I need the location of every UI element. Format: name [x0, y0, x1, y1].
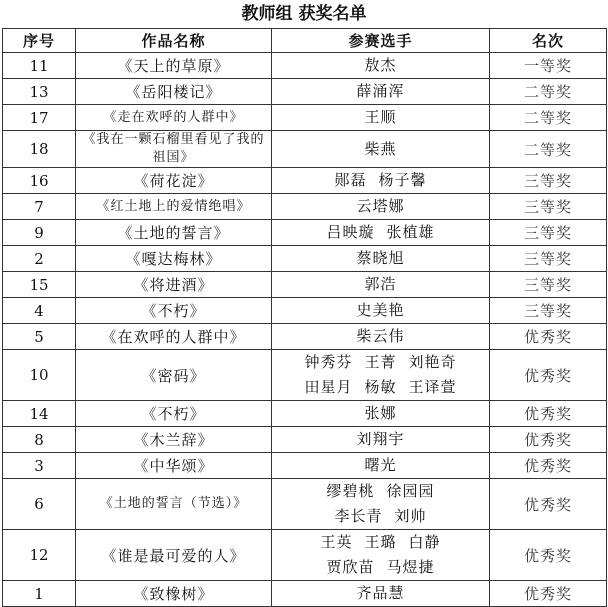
player-line — [274, 479, 487, 504]
cell-rank: 一等奖 — [490, 53, 607, 79]
cell-work: 《将进酒》 — [76, 272, 272, 298]
cell-work: 《在欢呼的人群中》 — [76, 324, 272, 350]
player-name: 齐品慧 — [356, 584, 405, 602]
cell-work: 《中华颂》 — [76, 453, 272, 479]
cell-no: 7 — [3, 194, 76, 220]
player-line — [274, 324, 487, 349]
table-row — [3, 324, 607, 350]
cell-no: 3 — [3, 453, 76, 479]
cell-players — [272, 194, 490, 220]
table-row — [3, 581, 607, 607]
cell-no: 15 — [3, 272, 76, 298]
player-line — [274, 427, 487, 452]
player-name: 王菁 — [364, 353, 397, 371]
header-work: 作品名称 — [76, 29, 272, 53]
cell-players — [272, 324, 490, 350]
player-name: 敖杰 — [364, 56, 397, 74]
cell-no: 11 — [3, 53, 76, 79]
table-row — [3, 131, 607, 168]
cell-players — [272, 220, 490, 246]
player-name: 刘艳奇 — [408, 353, 457, 371]
player-name: 徐园园 — [386, 482, 435, 500]
player-name: 云塔娜 — [356, 197, 405, 215]
cell-players — [272, 272, 490, 298]
player-line — [274, 350, 487, 375]
cell-rank: 优秀奖 — [490, 453, 607, 479]
cell-work: 《天上的草原》 — [76, 53, 272, 79]
player-name: 田星月 — [304, 378, 353, 396]
table-row — [3, 246, 607, 272]
table-row — [3, 479, 607, 530]
cell-no: 9 — [3, 220, 76, 246]
cell-rank: 三等奖 — [490, 168, 607, 194]
table-row — [3, 105, 607, 131]
page-title: 教师组 获奖名单 — [241, 4, 367, 24]
player-name: 缪碧桃 — [326, 482, 375, 500]
cell-players — [272, 298, 490, 324]
player-line — [274, 375, 487, 400]
player-name: 王英 — [320, 533, 353, 551]
cell-players — [272, 79, 490, 105]
cell-work: 《土地的誓言》 — [76, 220, 272, 246]
player-line — [274, 530, 487, 555]
cell-no: 16 — [3, 168, 76, 194]
cell-players — [272, 53, 490, 79]
header-row — [3, 29, 607, 53]
cell-work: 《不朽》 — [76, 401, 272, 427]
cell-work: 《致橡树》 — [76, 581, 272, 607]
player-line — [274, 220, 487, 245]
player-line — [274, 137, 487, 162]
cell-players — [272, 479, 490, 530]
cell-players — [272, 401, 490, 427]
cell-no: 2 — [3, 246, 76, 272]
player-line — [274, 504, 487, 529]
cell-work: 《不朽》 — [76, 298, 272, 324]
cell-players — [272, 131, 490, 168]
cell-rank: 二等奖 — [490, 131, 607, 168]
player-name: 刘帅 — [394, 507, 427, 525]
cell-rank: 优秀奖 — [490, 324, 607, 350]
table-row — [3, 194, 607, 220]
table-row — [3, 530, 607, 581]
player-name: 王璐 — [364, 533, 397, 551]
header-no: 序号 — [3, 29, 76, 53]
cell-players — [272, 168, 490, 194]
cell-no: 4 — [3, 298, 76, 324]
table-row — [3, 220, 607, 246]
player-name: 薛涌浑 — [356, 82, 405, 100]
cell-rank: 三等奖 — [490, 298, 607, 324]
cell-rank: 优秀奖 — [490, 427, 607, 453]
cell-work: 《木兰辞》 — [76, 427, 272, 453]
player-name: 刘翔宇 — [356, 430, 405, 448]
player-line — [274, 79, 487, 104]
player-name: 曙光 — [364, 456, 397, 474]
player-name: 白静 — [408, 533, 441, 551]
cell-no: 13 — [3, 79, 76, 105]
header-rank: 名次 — [490, 29, 607, 53]
cell-no: 5 — [3, 324, 76, 350]
cell-rank: 三等奖 — [490, 194, 607, 220]
player-name: 李长青 — [334, 507, 383, 525]
cell-no: 14 — [3, 401, 76, 427]
table-row — [3, 53, 607, 79]
player-name: 杨敏 — [364, 378, 397, 396]
player-name: 柴燕 — [364, 139, 397, 158]
player-name: 柴云伟 — [356, 327, 405, 345]
cell-players — [272, 581, 490, 607]
cell-work: 《荷花淀》 — [76, 168, 272, 194]
player-name: 王顺 — [364, 108, 397, 126]
player-name: 郭浩 — [364, 275, 397, 293]
award-table-body — [3, 53, 607, 607]
table-row — [3, 79, 607, 105]
cell-rank: 优秀奖 — [490, 530, 607, 581]
cell-no: 17 — [3, 105, 76, 131]
player-name: 张娜 — [364, 404, 397, 422]
cell-work: 《我在一颗石榴里看见了我的祖国》 — [76, 131, 272, 168]
player-line — [274, 555, 487, 580]
cell-rank: 三等奖 — [490, 220, 607, 246]
cell-no: 8 — [3, 427, 76, 453]
player-name: 马煜捷 — [386, 558, 435, 576]
player-name: 王译萱 — [408, 378, 457, 396]
player-line — [274, 581, 487, 606]
cell-work: 《嘎达梅林》 — [76, 246, 272, 272]
player-name: 贾欣苗 — [326, 558, 375, 576]
cell-work: 《走在欢呼的人群中》 — [76, 105, 272, 131]
cell-rank: 优秀奖 — [490, 350, 607, 401]
player-line — [274, 53, 487, 78]
player-name: 张植雄 — [386, 223, 435, 241]
cell-players — [272, 105, 490, 131]
cell-players — [272, 453, 490, 479]
cell-rank: 三等奖 — [490, 246, 607, 272]
cell-players — [272, 246, 490, 272]
cell-players — [272, 427, 490, 453]
cell-rank: 优秀奖 — [490, 401, 607, 427]
player-name: 郧磊 — [334, 171, 367, 189]
cell-rank: 二等奖 — [490, 79, 607, 105]
cell-no: 12 — [3, 530, 76, 581]
cell-no: 10 — [3, 350, 76, 401]
cell-rank: 二等奖 — [490, 105, 607, 131]
cell-no: 18 — [3, 131, 76, 168]
player-line — [274, 453, 487, 478]
cell-players — [272, 350, 490, 401]
cell-rank: 优秀奖 — [490, 479, 607, 530]
player-line — [274, 246, 487, 271]
player-line — [274, 272, 487, 297]
cell-work: 《密码》 — [76, 350, 272, 401]
table-row — [3, 350, 607, 401]
player-name: 蔡晓旭 — [356, 249, 405, 267]
player-name: 杨子馨 — [378, 171, 427, 189]
header-players: 参赛选手 — [272, 29, 490, 53]
table-row — [3, 272, 607, 298]
player-line — [274, 105, 487, 130]
player-line — [274, 194, 487, 219]
player-name: 钟秀芬 — [304, 353, 353, 371]
cell-rank: 三等奖 — [490, 272, 607, 298]
table-row — [3, 401, 607, 427]
cell-no: 6 — [3, 479, 76, 530]
table-row — [3, 298, 607, 324]
cell-work: 《红土地上的爱情绝唱》 — [76, 194, 272, 220]
cell-players — [272, 530, 490, 581]
cell-work: 《谁是最可爱的人》 — [76, 530, 272, 581]
table-row — [3, 427, 607, 453]
table-row — [3, 168, 607, 194]
table-row — [3, 453, 607, 479]
player-name: 吕映璇 — [326, 223, 375, 241]
player-line — [274, 168, 487, 193]
cell-no: 1 — [3, 581, 76, 607]
cell-work: 《土地的誓言（节选）》 — [76, 479, 272, 530]
cell-rank: 优秀奖 — [490, 581, 607, 607]
player-line — [274, 401, 487, 426]
award-table — [2, 28, 607, 607]
player-line — [274, 298, 487, 323]
cell-work: 《岳阳楼记》 — [76, 79, 272, 105]
player-name: 史美艳 — [356, 301, 405, 319]
